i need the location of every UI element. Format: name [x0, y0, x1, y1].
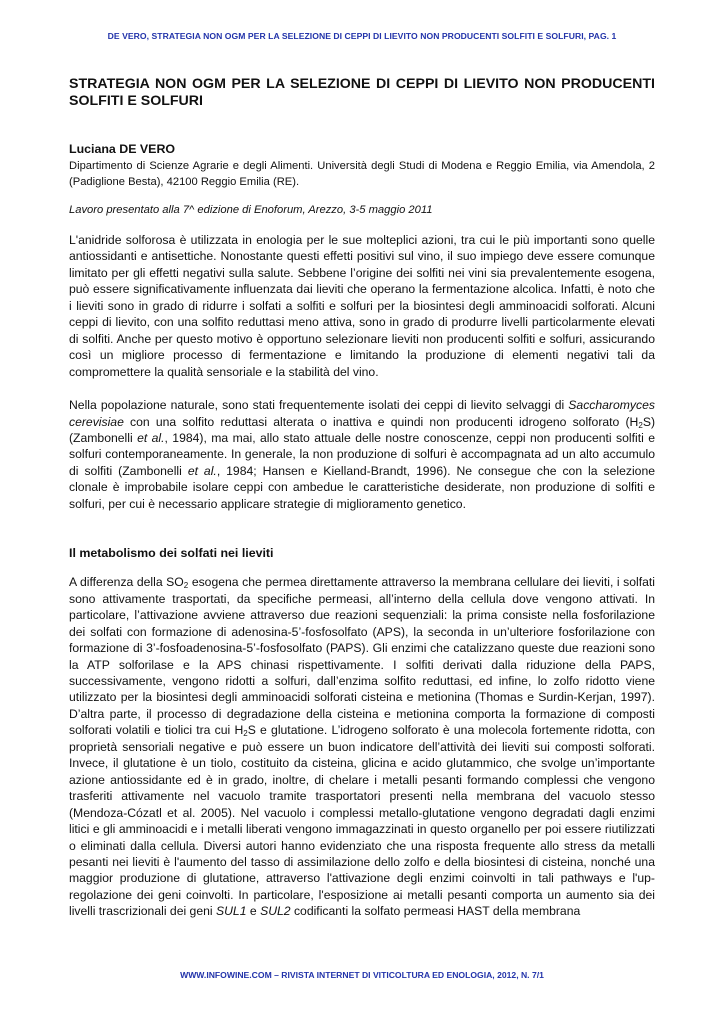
- et-al: et al.: [137, 430, 165, 445]
- text-run: , 1984), ma mai, allo stato attuale delle nostre conoscenze, ceppi non producenti solfiti e solfuri contemporaneamente. In generale, la non produzione di solfuri è accompagnata ad un alto accumulo di solfiti (Zambonelli: [69, 430, 655, 478]
- text-run: A differenza della SO: [69, 575, 184, 590]
- text-run: codificanti la solfato permeasi HAST della membrana: [293, 904, 581, 919]
- species-name: Saccharomyces cerevisiae: [69, 398, 655, 429]
- presentation-note: Lavoro presentato alla 7^ edizione di Enoforum, Arezzo, 3-5 maggio 2011: [69, 204, 433, 216]
- gene-name: SUL1: [216, 904, 247, 919]
- text-run: esogena che permea direttamente attraverso la membrana cellulare dei lieviti, i solfati sono attivamente trasportati, da specifiche permeasi, all’interno della cellula dove vengono attivati. In particolare, l’attivazione avviene attraverso due reazioni sequenziali: la prima consiste nella fosforilazione dei solfati con formazione di adenosina-5’-fosfosolfato (APS), la seconda in un’ulteriore fosforilazione con formazione di 3’-fosfoadenosina-5’-fosfosolfato (PAPS). Gli enzimi che catalizzano queste due reazioni sono la ATP solforilase e la APS chinasi rispettivamente. I solfiti derivati dalla riduzione della PAPS, successivamente, vengono ridotti a solfuri, dall’enzima solfito reduttasi, ed infine, lo zolfo ridotto viene utilizzato per la biosintesi degli amminoacidi solforati cisteina e metionina (Thomas e Surdin-Kerjan, 1997). D’altra parte, il processo di degradazione della cisteina e metionina comporta la formazione di composti solforati volatili e tiolici tra cui H: [69, 575, 656, 738]
- article-body: [69, 76, 655, 920]
- text-run: con una solfito reduttasi alterata o inattiva e quindi non producenti idrogeno solforato (H: [130, 414, 639, 429]
- text-run: , 1984; Hansen e Kielland-Brandt, 1996). Ne consegue che con la selezione clonale è improbabile isolare ceppi con ambedue le caratteristiche desiderate, non produzione di solfiti e solfuri, per cui è necessario applicare strategie di miglioramento genetico.: [69, 463, 655, 511]
- paragraph-intro: L'anidride solforosa è utilizzata in enologia per le sue molteplici azioni, tra cui le più importanti sono quelle antiossidanti e antisettiche. Nonostante questi effetti positivi sul vino, il suo impiego deve essere comunque limitato per gli effetti negativi sulla salute. Sebbene l’origine dei solfiti nei vini sia prevalentemente esogena, può essere significativamente influenzata dai lieviti che operano la fermentazione alcolica. Infatti, è noto che i lieviti sono in grado di ridurre i solfati a solfiti e solfuri per la biosintesi degli amminoacidi solforati. Alcuni ceppi di lievito, con una solfito reduttasi meno attiva, sono in grado di produrre livelli particolarmente elevati di solfiti. Anche per questo motivo è opportuno selezionare lieviti non producenti solfiti e solfuri, assicurando così un migliore processo di fermentazione e limitando la produzione di elementi negativi tali da compromettere la qualità sensoriale e la stabilità del vino.: [69, 233, 655, 379]
- text-run: e: [249, 904, 257, 919]
- running-header: DE VERO, STRATEGIA NON OGM PER LA SELEZIONE DI CEPPI DI LIEVITO NON PRODUCENTI SOLFITI E SOLFURI, PAG. 1: [107, 31, 617, 41]
- paragraph-metabolism: [69, 574, 655, 920]
- section-title: Il metabolismo dei solfati nei lieviti: [69, 546, 274, 561]
- running-footer: WWW.INFOWINE.COM – RIVISTA INTERNET DI VITICOLTURA ED ENOLOGIA, 2012, N. 7/1: [180, 970, 544, 980]
- gene-name: SUL2: [260, 904, 291, 919]
- subscript: 2: [243, 729, 248, 739]
- subscript: 2: [638, 420, 643, 430]
- subscript: 2: [183, 581, 189, 591]
- text-run: Nella popolazione naturale, sono stati frequentemente isolati dei ceppi di lievito selvaggi di: [69, 398, 565, 413]
- text-run: S) (Zambonelli: [69, 414, 655, 445]
- author-affiliation: Dipartimento di Scienze Agrarie e degli Alimenti. Università degli Studi di Modena e Reggio Emilia, via Amendola, 2 (Padiglione Besta), 42100 Reggio Emilia (RE).: [69, 160, 655, 188]
- et-al: et al.: [187, 463, 217, 478]
- text-run: S e glutatione. L’idrogeno solforato è una molecola fortemente ridotta, con proprietà sensoriali negative e può essere un buon indicatore dell’attività dei lieviti sui composti solforati. Invece, il glutatione è un tiolo, costituito da cisteina, glicina e acido glutammico, che svolge un’importante azione antiossidante ed è in grado, inoltre, di chelare i metalli pesanti formando complessi che vengono trasferiti attivamente nel vacuolo tramite trasportatori presenti nella membrana del vacuolo stesso (Mendoza-Cózatl et al. 2005). Nel vacuolo i complessi metallo-glutatione vengono degradati dagli enzimi litici e gli amminoacidi e i metalli liberati vengono immagazzinati in questo organello per poi essere riutilizzati o eliminati dalla cellula. Diversi autori hanno evidenziato che una risposta frequente allo stress da metalli pesanti nei lieviti è l'aumento del tasso di assimilazione dello zolfo e della biosintesi di cisteina, nonché una maggior produzione di glutatione, attraverso l'attivazione degli enzimi coinvolti in tali pathways e l'up-regolazione dei geni coinvolti. In particolare, l'esposizione ai metalli pesanti comporta un aumento sia dei livelli trascrizionali dei geni: [69, 723, 655, 919]
- article-title: STRATEGIA NON OGM PER LA SELEZIONE DI CEPPI DI LIEVITO NON PRODUCENTI SOLFITI E SOLFURI: [69, 76, 655, 109]
- paragraph-natural-population: [69, 397, 655, 512]
- author-name: Luciana DE VERO: [69, 142, 176, 156]
